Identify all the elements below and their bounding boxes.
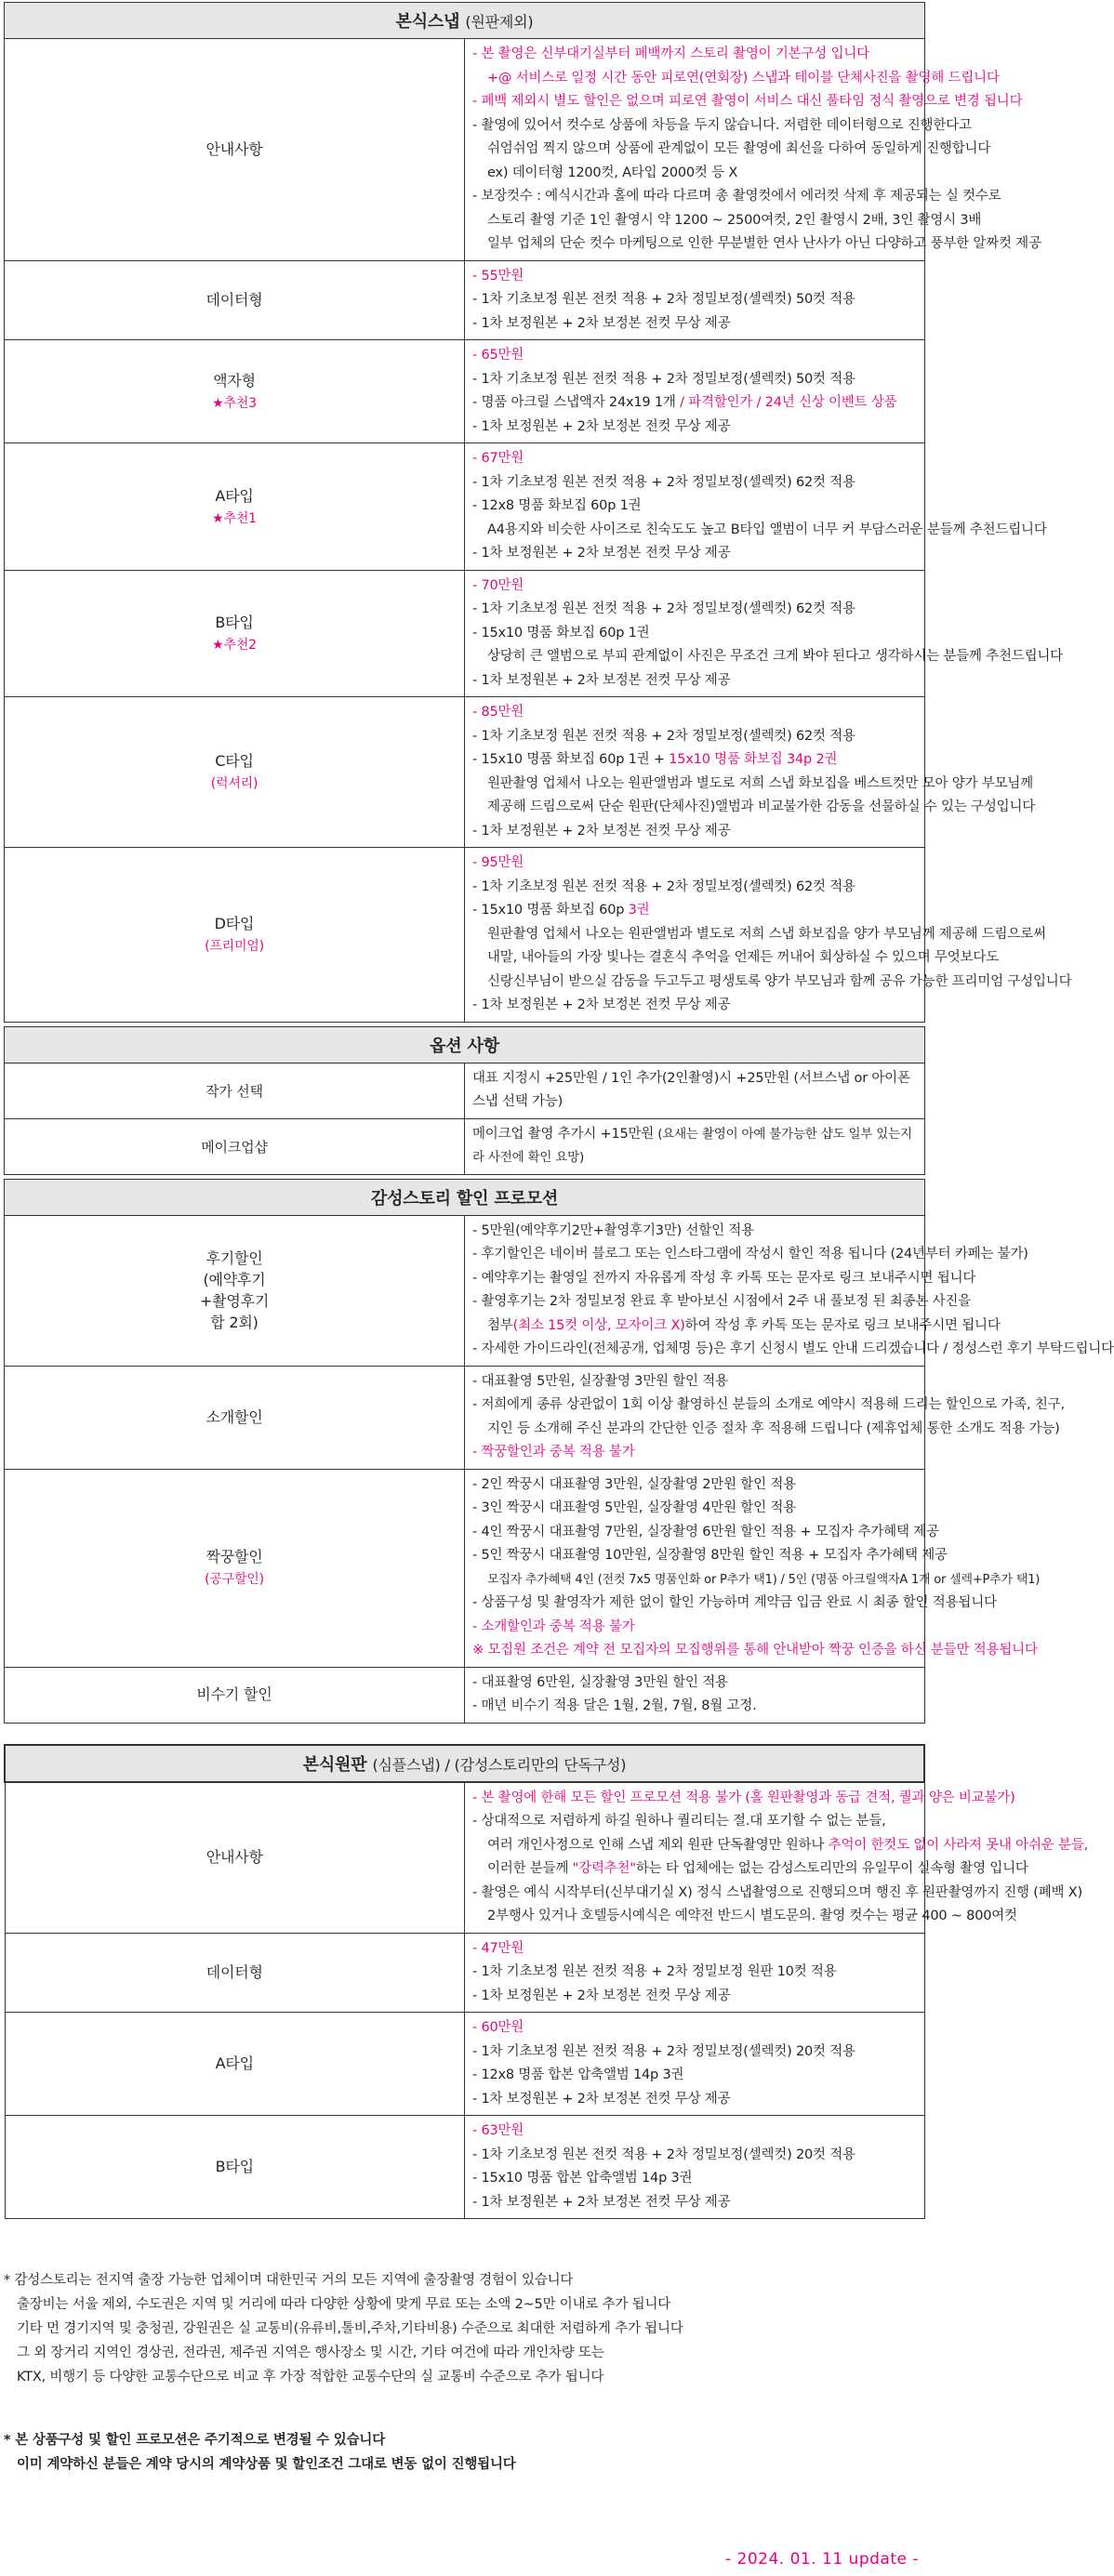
package-label <box>5 2013 465 2116</box>
detail-text: - 1차 보정원본 + 2차 보정본 전컷 무상 제공 <box>472 997 731 1012</box>
detail-text: - 본 촬영은 신부대기실부터 폐백까지 스토리 촬영이 기본구성 입니다 <box>472 46 869 61</box>
package-row <box>5 1933 924 2013</box>
option-row <box>5 1063 925 1118</box>
detail-text: - 63만원 <box>472 2123 524 2138</box>
detail-text: - 폐백 제외시 별도 할인은 없으며 피로연 촬영이 서비스 대신 풀타임 정식 촬영으로 변경 됩니다 <box>472 94 1023 109</box>
detail-text: - 1차 보정원본 + 2차 보정본 전컷 무상 제공 <box>472 315 731 331</box>
package-label <box>5 697 465 848</box>
detail-text: - 1차 보정원본 + 2차 보정본 전컷 무상 제공 <box>472 823 731 839</box>
section-b-title: 본식원판 <box>302 1754 367 1775</box>
detail-text: - 55만원 <box>472 268 524 284</box>
detail-line <box>472 1787 1015 1811</box>
simple-snap-table <box>4 1744 1089 2220</box>
package-row <box>5 2116 924 2219</box>
detail-highlight: 3권 <box>624 903 650 918</box>
detail-text: - 15x10 명품 화보집 60p <box>472 903 625 918</box>
detail-line <box>472 1394 1065 1418</box>
section-b-header <box>5 1745 924 1782</box>
detail-highlight: / 파격할인가 / 24년 신상 이벤트 상품 <box>675 395 897 410</box>
package-sublabel: +촬영후기 <box>199 1292 270 1310</box>
note-line: 그 외 장거리 지역인 경상권, 전라권, 제주권 지역은 행사장소 및 시간, 기타 여건에 따라 개인차량 또는 <box>17 2345 604 2360</box>
detail-line <box>472 923 1046 947</box>
detail-line <box>472 471 917 495</box>
package-sublabel: (공구할인) <box>205 1572 264 1588</box>
detail-line <box>472 2064 917 2088</box>
package-details <box>465 2116 925 2219</box>
detail-line <box>472 2088 917 2112</box>
detail-line <box>472 796 1036 820</box>
package-details <box>465 443 1047 571</box>
options-table <box>4 1026 925 1175</box>
detail-line <box>472 138 991 162</box>
detail-line <box>472 669 917 694</box>
detail-text: 여러 개인사정으로 인해 스냅 제외 원판 단독촬영만 원하나 <box>487 1837 829 1853</box>
detail-text: - 2인 짝꿍시 대표촬영 3만원, 실장촬영 2만원 할인 적용 <box>472 1476 796 1492</box>
note-line: 기타 먼 경기지역 및 충청권, 강원권은 실 교통비(유류비,톨비,주차,기타비용) 수준으로 최대한 저렴하게 추가 됩니다 <box>17 2321 683 2336</box>
detail-text: - 1차 기초보정 원본 전컷 적용 + 2차 정밀보정(셀렉컷) 62컷 적용 <box>472 474 855 490</box>
detail-text: 지인 등 소개해 주신 분과의 간단한 인증 절차 후 적용해 드립니다 (제휴업체 통한 소개도 적용 가능) <box>487 1420 1060 1436</box>
detail-text: - 15x10 명품 합본 압축앨범 14p 3권 <box>472 2171 693 2186</box>
package-details <box>465 697 1036 848</box>
detail-line <box>472 1370 917 1394</box>
detail-line <box>472 2016 917 2041</box>
detail-text: - 대표촬영 5만원, 실장촬영 3만원 할인 적용 <box>472 1373 728 1389</box>
detail-text: - 1차 보정원본 + 2차 보정본 전컷 무상 제공 <box>472 672 731 688</box>
detail-text: 제공해 드림으로써 단순 원판(단체사진)앨범과 비교불가한 감동을 선물하실 수 있는 구성입니다 <box>487 799 1036 814</box>
detail-line <box>472 622 917 646</box>
detail-line <box>472 1220 917 1244</box>
detail-text: - 1차 기초보정 원본 전컷 적용 + 2차 정밀보정(셀렉컷) 20컷 적용 <box>472 2147 855 2162</box>
detail-line <box>472 1834 1089 1858</box>
detail-text: A4용지와 비슷한 사이즈로 친숙도도 높고 B타입 앨범이 너무 커 부담스러운 분들께 추천드립니다 <box>487 522 1047 537</box>
package-row <box>5 1667 925 1723</box>
package-details <box>465 1215 1114 1366</box>
detail-text: 2부행사 있거나 호텔등시예식은 예약전 반드시 별도문의. 촬영 컷수는 평균 400 ~ 800여컷 <box>487 1909 1017 1923</box>
detail-line <box>472 312 917 337</box>
detail-line <box>472 1267 976 1291</box>
package-details <box>465 1469 1041 1667</box>
detail-line <box>472 1544 948 1568</box>
detail-text: - 촬영후기는 2차 정밀보정 완료 후 받아보신 시점에서 2주 내 풀보정 된 최종본 사진을 <box>472 1294 972 1309</box>
package-sublabel: (예약후기 <box>203 1270 266 1288</box>
detail-text: - 저희에게 종류 상관없이 1회 이상 촬영하신 분들의 소개로 예약시 적용해 드리는 할인으로 가족, 친구, <box>472 1397 1065 1412</box>
note-line: * 본 상품구성 및 할인 프로모션은 주기적으로 변경될 수 있습니다 <box>4 2433 385 2448</box>
detail-text: - 47만원 <box>472 1940 524 1956</box>
detail-text: - 소개할인과 중복 적용 불가 <box>472 1618 635 1634</box>
detail-line <box>472 185 1001 209</box>
detail-line <box>472 265 917 289</box>
package-row <box>5 1782 924 1934</box>
package-details <box>465 1933 925 2013</box>
detail-highlight: (최소 15컷 이상, 모자이크 X) <box>512 1317 685 1333</box>
detail-text: 하여 작성 후 카톡 또는 문자로 링크 보내주시면 됩니다 <box>684 1317 1001 1333</box>
detail-line <box>472 368 917 392</box>
detail-line <box>472 1882 1082 1906</box>
detail-line <box>472 598 917 622</box>
detail-text: - 15x10 명품 화보집 60p 1권 + <box>472 752 665 767</box>
package-label <box>5 1667 465 1723</box>
note-line: 출장비는 서울 제외, 수도권은 지역 및 거리에 따라 다양한 상황에 맞게 무료 또는 소액 2~5만 이내로 추가 됩니다 <box>17 2297 671 2312</box>
detail-line <box>472 1521 939 1545</box>
package-label <box>5 570 465 697</box>
promotion-table <box>4 1179 1114 1724</box>
detail-line <box>472 1937 917 1962</box>
detail-line <box>472 495 917 519</box>
package-name: A타입 <box>215 2054 254 2073</box>
package-label <box>5 1469 465 1667</box>
detail-text: - 95만원 <box>472 855 524 870</box>
option-text <box>465 1118 925 1174</box>
detail-line <box>472 1314 1001 1339</box>
detail-text: - 1차 기초보정 원본 전컷 적용 + 2차 정밀보정(셀렉컷) 50컷 적용 <box>472 292 855 307</box>
detail-line <box>472 1473 917 1498</box>
detail-text: - 명품 아크릴 스냅액자 24x19 1개 <box>472 395 676 410</box>
option-text-note: (요새는 촬영이 아예 불가능한 샵도 일부 있는지라 사전에 확인 요망) <box>472 1126 912 1165</box>
package-label <box>5 1933 465 2013</box>
detail-text: - 1차 기초보정 원본 전컷 적용 + 2차 정밀보정(셀렉컷) 20컷 적용 <box>472 2043 855 2059</box>
package-name: 짝꿍할인 <box>206 1548 263 1566</box>
package-name: B타입 <box>215 614 254 631</box>
detail-line <box>472 1290 972 1314</box>
package-name: 안내사항 <box>206 140 263 159</box>
detail-line <box>472 994 917 1018</box>
package-row <box>5 1469 925 1667</box>
travel-notes <box>4 2268 683 2389</box>
detail-text: - 1차 기초보정 원본 전컷 적용 + 2차 정밀보정(셀렉컷) 50컷 적용 <box>472 371 855 387</box>
package-name: 데이터형 <box>206 1963 263 1982</box>
detail-text: - 1차 기초보정 원본 전컷 적용 + 2차 정밀보정(셀렉컷) 62컷 적용 <box>472 728 855 744</box>
detail-text: - 12x8 명품 합본 압축앨범 14p 3권 <box>472 2067 684 2082</box>
detail-line <box>472 852 917 876</box>
detail-text: 신랑신부님이 받으실 감동을 두고두고 평생토록 양가 부모님과 함께 공유 가능한 프리미엄 구성입니다 <box>487 973 1072 989</box>
detail-line <box>472 232 1041 257</box>
detail-text: - 1차 기초보정 원본 전컷 적용 + 2차 정밀보정 원판 10컷 적용 <box>472 1964 837 1979</box>
detail-text: - 67만원 <box>472 451 524 466</box>
package-sublabel: (럭셔리) <box>210 776 259 792</box>
package-label <box>5 1366 465 1469</box>
package-details <box>465 260 925 340</box>
package-details <box>465 848 1072 1023</box>
detail-line <box>472 1592 997 1616</box>
package-details <box>465 1366 1065 1469</box>
package-row <box>5 697 925 848</box>
detail-text: - 65만원 <box>472 348 524 363</box>
detail-line <box>472 1639 1038 1663</box>
package-label <box>5 848 465 1023</box>
detail-line <box>472 773 1033 797</box>
detail-text: - 후기할인은 네이버 블로그 또는 인스타그램에 작성시 할인 적용 됩니다 (24년부터 카페는 불가) <box>472 1247 1028 1262</box>
package-label <box>5 2116 465 2219</box>
detail-text: - 5만원(예약후기2만+촬영후기3만) 선할인 적용 <box>472 1222 754 1238</box>
snap-package-table <box>4 2 1072 1023</box>
detail-text: +@ 서비스로 일정 시간 동안 피로연(연회장) 스냅과 테이블 단체사진을 촬영해 드립니다 <box>487 70 1000 86</box>
package-details <box>465 570 1063 697</box>
detail-line <box>472 725 917 749</box>
detail-text: - 보장컷수 : 예식시간과 홀에 따라 다르며 총 촬영컷에서 에러컷 삭제 후 제공되는 실 컷수로 <box>472 189 1001 204</box>
option-text-main: 메이크업 촬영 추가시 +15만원 <box>472 1126 655 1142</box>
detail-text: - 촬영은 예식 시작부터(신부대기실 X) 정식 스냅촬영으로 진행되으며 행진 후 원판촬영까지 진행 (폐백 X) <box>472 1884 1082 1900</box>
package-details <box>465 1782 1089 1934</box>
detail-text: - 15x10 명품 화보집 60p 1권 <box>472 625 650 641</box>
package-sublabel: 합 2회) <box>210 1314 259 1332</box>
detail-line <box>472 1695 917 1719</box>
detail-text: 하는 타 업체에는 없는 감성스토리만의 유일무이 실속형 촬영 입니다 <box>635 1861 1028 1876</box>
package-sublabel: ★추천1 <box>212 510 257 526</box>
package-row <box>5 260 925 340</box>
detail-text: - 상품구성 및 촬영작가 제한 없이 할인 가능하며 계약금 입금 완료 시 최종 할인 적용됩니다 <box>472 1595 997 1610</box>
package-sublabel: ★추천2 <box>212 638 257 654</box>
package-details <box>465 340 925 443</box>
detail-text: - 85만원 <box>472 705 524 720</box>
detail-text: - 1차 기초보정 원본 전컷 적용 + 2차 정밀보정(셀렉컷) 62컷 적용 <box>472 878 855 894</box>
section-b-subtitle: (심플스냅) / (감성스토리만의 단독구성) <box>372 1755 627 1774</box>
detail-line <box>472 1418 1060 1442</box>
detail-line <box>472 2144 917 2168</box>
package-label <box>5 39 465 261</box>
detail-text: 첨부 <box>487 1317 513 1333</box>
detail-text: - 1차 보정원본 + 2차 보정본 전컷 무상 제공 <box>472 2194 731 2210</box>
price-guide-page <box>0 2 1114 2576</box>
package-name: 후기할인 <box>206 1248 263 1267</box>
detail-text: - 본 촬영에 한해 모든 할인 프로모션 적용 불가 (홀 원판촬영과 동급 견적, 퀄과 양은 비교불가) <box>472 1790 1015 1805</box>
detail-line <box>472 1441 917 1465</box>
package-row <box>5 39 925 261</box>
package-label <box>5 340 465 443</box>
section-a-subtitle: (원판제외) <box>465 13 534 31</box>
detail-line <box>472 701 917 725</box>
package-row <box>5 1215 925 1366</box>
package-name: 안내사항 <box>206 1848 263 1867</box>
detail-text: - 1차 보정원본 + 2차 보정본 전컷 무상 제공 <box>472 2091 731 2107</box>
detail-line <box>472 43 917 67</box>
package-sublabel: ★추천3 <box>212 395 257 411</box>
detail-line <box>472 820 917 844</box>
detail-text: ex) 데이터형 1200컷, A타입 2000컷 등 X <box>487 165 738 180</box>
section-a-title: 본식스냅 <box>395 12 460 32</box>
detail-line <box>472 67 1000 91</box>
package-label <box>5 260 465 340</box>
package-row <box>5 2013 924 2116</box>
package-name: 액자형 <box>213 371 256 390</box>
detail-line <box>472 575 917 599</box>
detail-line <box>472 288 917 312</box>
detail-line <box>472 971 1072 995</box>
package-name: 소개할인 <box>206 1407 263 1426</box>
detail-line <box>472 876 917 900</box>
detail-text: - 12x8 명품 화보집 60p 1권 <box>472 498 642 513</box>
package-name: 비수기 할인 <box>196 1685 272 1704</box>
detail-line <box>472 1616 917 1640</box>
option-label: 메이크업샵 <box>5 1118 465 1174</box>
option-text: 대표 지정시 +25만원 / 1인 추가(2인촬영)시 +25만원 (서브스냅 or 아이폰스냅 선택 가능) <box>465 1063 925 1118</box>
detail-text: - 상대적으로 저렴하게 하길 원하나 퀄리티는 절.대 포기할 수 없는 분들, <box>472 1814 886 1829</box>
detail-line <box>472 1905 1017 1929</box>
detail-line <box>472 1985 917 2009</box>
detail-line <box>472 748 917 773</box>
detail-text: - 촬영에 있어서 컷수로 상품에 차등을 두지 않습니다. 저렴한 데이터형으로 진행한다고 <box>472 117 972 133</box>
detail-text: 쉬엄쉬엄 찍지 않으며 상품에 관계없이 모든 촬영에 최선을 다하여 동일하게 진행합니다 <box>487 141 991 156</box>
detail-line <box>472 2167 917 2191</box>
detail-line <box>472 1961 917 1985</box>
package-row <box>5 570 925 697</box>
detail-text: 원판촬영 업체서 나오는 원판앨범과 별도로 저희 스냅 화보집을 베스트컷만 모아 양가 부모님께 <box>487 775 1033 791</box>
detail-line <box>472 1671 917 1696</box>
detail-text: - 대표촬영 6만원, 실장촬영 3만원 할인 적용 <box>472 1674 728 1690</box>
note-line: 이미 계약하신 분들은 계약 당시의 계약상품 및 할인조건 그대로 변동 없이 진행됩니다 <box>17 2457 516 2472</box>
package-sublabel: (프리미엄) <box>205 939 264 955</box>
detail-line <box>472 1497 917 1521</box>
detail-line <box>472 2120 917 2144</box>
detail-text: - 1차 기초보정 원본 전컷 적용 + 2차 정밀보정(셀렉컷) 62컷 적용 <box>472 601 855 616</box>
detail-highlight: "강력추천" <box>572 1861 636 1876</box>
package-label <box>5 1782 465 1934</box>
option-label: 작가 선택 <box>5 1063 465 1118</box>
detail-line <box>472 209 982 233</box>
detail-text: - 5인 짝꿍시 대표촬영 10만원, 실장촬영 8만원 할인 적용 + 모집자 추가혜택 제공 <box>472 1548 948 1563</box>
detail-line <box>472 1810 917 1834</box>
detail-line <box>472 1568 1041 1592</box>
detail-text: - 1차 보정원본 + 2차 보정본 전컷 무상 제공 <box>472 1988 731 2003</box>
detail-text: ※ 모집원 조건은 계약 전 모집자의 모집행위를 통해 안내받아 짝꿍 인증을 하신 분들만 적용됩니다 <box>472 1643 1038 1658</box>
options-header: 옵션 사항 <box>5 1026 925 1063</box>
package-name: B타입 <box>215 2158 254 2176</box>
detail-line <box>472 416 917 440</box>
detail-text: - 4인 짝꿍시 대표촬영 7만원, 실장촬영 6만원 할인 적용 + 모집자 추가혜택 제공 <box>472 1524 939 1539</box>
package-label <box>5 443 465 571</box>
detail-text: 일부 업체의 단순 컷수 마케팅으로 인한 무분별한 연사 난사가 아닌 다양하고 풍부한 알짜컷 제공 <box>487 236 1041 251</box>
package-label <box>5 1215 465 1366</box>
package-name: 데이터형 <box>206 291 263 310</box>
option-row <box>5 1118 925 1174</box>
detail-line <box>472 344 917 368</box>
package-row <box>5 848 925 1023</box>
detail-line <box>472 447 917 471</box>
detail-text: 이러한 분들께 <box>487 1861 573 1876</box>
detail-line <box>472 1338 1114 1362</box>
note-line: * 감성스토리는 전지역 출장 가능한 업체이며 대한민국 거의 모든 지역에 출장촬영 경험이 있습니다 <box>4 2273 574 2288</box>
change-notes <box>4 2428 516 2477</box>
package-details <box>465 39 1041 261</box>
detail-line <box>472 391 917 416</box>
detail-text: - 3인 짝꿍시 대표촬영 5만원, 실장촬영 4만원 할인 적용 <box>472 1500 796 1515</box>
detail-line <box>472 114 972 139</box>
detail-text: - 매년 비수기 적용 달은 1월, 2월, 7월, 8월 고정. <box>472 1698 757 1713</box>
detail-line <box>472 542 917 566</box>
detail-text: - 자세한 가이드라인(전체공개, 업체명 등)은 후기 신청시 별도 안내 드리겠습니다 / 정성스런 후기 부탁드립니다 <box>472 1341 1114 1356</box>
package-row <box>5 443 925 571</box>
detail-line <box>472 162 917 186</box>
package-details <box>465 2013 925 2116</box>
package-name: A타입 <box>215 486 254 505</box>
detail-line <box>472 1857 1028 1882</box>
package-details <box>465 1667 925 1723</box>
detail-text: - 짝꿍할인과 중복 적용 불가 <box>472 1445 635 1460</box>
detail-text: 모집자 추가혜택 4인 (전컷 7x5 명품인화 or P추가 택1) / 5인 (명품 아크릴액자A 1개 or 셀렉+P추가 택1) <box>487 1572 1041 1587</box>
package-row <box>5 340 925 443</box>
note-line: KTX, 비행기 등 다양한 교통수단으로 비교 후 가장 적합한 교통수단의 실 교통비 수준으로 추가 됩니다 <box>17 2370 604 2384</box>
detail-line <box>472 645 1063 669</box>
package-name: D타입 <box>214 915 255 932</box>
detail-text: - 예약후기는 촬영일 전까지 자유롭게 작성 후 카톡 또는 문자로 링크 보내주시면 됩니다 <box>472 1270 976 1286</box>
package-name: C타입 <box>215 752 254 771</box>
detail-highlight: 15x10 명품 화보집 34p 2권 <box>664 752 838 767</box>
detail-line <box>472 899 917 923</box>
section-a-header <box>5 3 925 39</box>
detail-text: 원판촬영 업체서 나오는 원판앨범과 별도로 저희 스냅 화보집을 양가 부모님께 제공해 드림으로써 <box>487 926 1046 942</box>
detail-text: 상당히 큰 앨범으로 부피 관계없이 사진은 무조건 크게 봐야 된다고 생각하시는 분들께 추천드립니다 <box>487 649 1063 664</box>
detail-text: 내말, 내아들의 가장 빛나는 결혼식 추억을 언제든 꺼내어 회상하실 수 있으며 무엇보다도 <box>487 950 999 965</box>
detail-text: - 1차 보정원본 + 2차 보정본 전컷 무상 제공 <box>472 546 731 561</box>
detail-text: - 70만원 <box>472 577 524 593</box>
detail-line <box>472 2191 917 2215</box>
detail-text: - 1차 보정원본 + 2차 보정본 전컷 무상 제공 <box>472 418 731 434</box>
detail-line <box>472 1243 1028 1267</box>
detail-line <box>472 2041 917 2065</box>
detail-line <box>472 90 1023 114</box>
detail-highlight: 추억이 한컷도 없이 사라져 못내 아쉬운 분들, <box>828 1837 1089 1853</box>
detail-text: - 60만원 <box>472 2020 524 2035</box>
detail-line <box>472 946 999 971</box>
promotion-header: 감성스토리 할인 프로모션 <box>5 1179 925 1215</box>
update-date: - 2024. 01. 11 update - <box>724 2550 919 2569</box>
package-row <box>5 1366 925 1469</box>
detail-text: 스토리 촬영 기준 1인 촬영시 약 1200 ~ 2500여컷, 2인 촬영시 2배, 3인 촬영시 3배 <box>487 212 982 228</box>
detail-line <box>472 519 1047 543</box>
